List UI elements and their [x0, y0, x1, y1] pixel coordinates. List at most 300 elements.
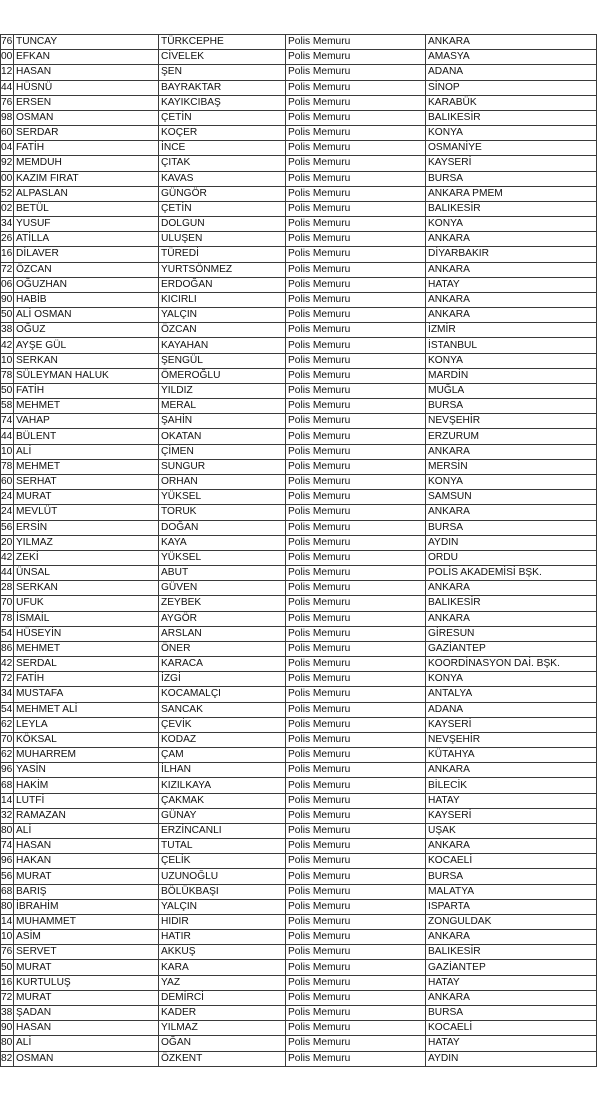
last-name-cell: ÇİMEN [159, 444, 286, 459]
city-cell: KAYSERİ [426, 156, 597, 171]
table-row [1, 869, 597, 884]
city-cell: GİRESUN [426, 626, 597, 641]
row-number-cell: 72 [1, 262, 14, 277]
first-name-cell: MEHMET [14, 641, 159, 656]
city-cell: NEVŞEHİR [426, 414, 597, 429]
table-row [1, 201, 597, 216]
last-name-cell: ÇITAK [159, 156, 286, 171]
city-cell: ANKARA [426, 35, 597, 50]
row-number-cell: 78 [1, 611, 14, 626]
city-cell: KONYA [426, 474, 597, 489]
table-row [1, 990, 597, 1005]
table-row [1, 1036, 597, 1051]
last-name-cell: ŞENGÜL [159, 353, 286, 368]
last-name-cell: KAYIKCIBAŞ [159, 95, 286, 110]
last-name-cell: ARSLAN [159, 626, 286, 641]
job-title-cell: Polis Memuru [286, 550, 426, 565]
last-name-cell: ÇETİN [159, 110, 286, 125]
row-number-cell: 80 [1, 1036, 14, 1051]
first-name-cell: RAMAZAN [14, 808, 159, 823]
job-title-cell: Polis Memuru [286, 1051, 426, 1066]
job-title-cell: Polis Memuru [286, 353, 426, 368]
job-title-cell: Polis Memuru [286, 156, 426, 171]
last-name-cell: TÜREDİ [159, 247, 286, 262]
job-title-cell: Polis Memuru [286, 702, 426, 717]
last-name-cell: YILDIZ [159, 383, 286, 398]
first-name-cell: MEHMET [14, 399, 159, 414]
job-title-cell: Polis Memuru [286, 566, 426, 581]
row-number-cell: 60 [1, 474, 14, 489]
row-number-cell: 42 [1, 657, 14, 672]
first-name-cell: DİLAVER [14, 247, 159, 262]
first-name-cell: SERDAR [14, 126, 159, 141]
first-name-cell: MUHARREM [14, 748, 159, 763]
row-number-cell: 16 [1, 975, 14, 990]
city-cell: KONYA [426, 353, 597, 368]
first-name-cell: FATİH [14, 672, 159, 687]
job-title-cell: Polis Memuru [286, 505, 426, 520]
job-title-cell: Polis Memuru [286, 490, 426, 505]
last-name-cell: YILMAZ [159, 1021, 286, 1036]
city-cell: KONYA [426, 672, 597, 687]
first-name-cell: YILMAZ [14, 535, 159, 550]
row-number-cell: 38 [1, 323, 14, 338]
row-number-cell: 74 [1, 839, 14, 854]
job-title-cell: Polis Memuru [286, 808, 426, 823]
job-title-cell: Polis Memuru [286, 323, 426, 338]
table-row [1, 353, 597, 368]
last-name-cell: KIZILKAYA [159, 778, 286, 793]
last-name-cell: ÇELİK [159, 854, 286, 869]
table-row [1, 930, 597, 945]
last-name-cell: DEMİRCİ [159, 990, 286, 1005]
job-title-cell: Polis Memuru [286, 823, 426, 838]
job-title-cell: Polis Memuru [286, 930, 426, 945]
last-name-cell: ORHAN [159, 474, 286, 489]
table-row [1, 505, 597, 520]
row-number-cell: 38 [1, 1006, 14, 1021]
last-name-cell: ÇETİN [159, 201, 286, 216]
first-name-cell: ÜNSAL [14, 566, 159, 581]
row-number-cell: 72 [1, 990, 14, 1005]
row-number-cell: 98 [1, 110, 14, 125]
job-title-cell: Polis Memuru [286, 338, 426, 353]
first-name-cell: KÖKSAL [14, 732, 159, 747]
last-name-cell: GÜNGÖR [159, 186, 286, 201]
first-name-cell: MEHMET [14, 459, 159, 474]
table-row [1, 110, 597, 125]
table-row [1, 262, 597, 277]
table-row [1, 566, 597, 581]
job-title-cell: Polis Memuru [286, 126, 426, 141]
row-number-cell: 06 [1, 277, 14, 292]
job-title-cell: Polis Memuru [286, 778, 426, 793]
last-name-cell: KAYA [159, 535, 286, 550]
row-number-cell: 86 [1, 641, 14, 656]
job-title-cell: Polis Memuru [286, 368, 426, 383]
city-cell: HATAY [426, 975, 597, 990]
last-name-cell: MERAL [159, 399, 286, 414]
table-row [1, 383, 597, 398]
row-number-cell: 02 [1, 201, 14, 216]
job-title-cell: Polis Memuru [286, 474, 426, 489]
last-name-cell: ÖZKENT [159, 1051, 286, 1066]
city-cell: KAYSERİ [426, 717, 597, 732]
job-title-cell: Polis Memuru [286, 217, 426, 232]
city-cell: KOCAELİ [426, 854, 597, 869]
city-cell: İZMİR [426, 323, 597, 338]
last-name-cell: YÜKSEL [159, 490, 286, 505]
table-row [1, 535, 597, 550]
first-name-cell: HASAN [14, 839, 159, 854]
job-title-cell: Polis Memuru [286, 292, 426, 307]
job-title-cell: Polis Memuru [286, 914, 426, 929]
table-row [1, 414, 597, 429]
last-name-cell: DOĞAN [159, 520, 286, 535]
last-name-cell: KARA [159, 960, 286, 975]
row-number-cell: 50 [1, 383, 14, 398]
first-name-cell: SERVET [14, 945, 159, 960]
city-cell: ANKARA [426, 505, 597, 520]
row-number-cell: 74 [1, 414, 14, 429]
first-name-cell: ATİLLA [14, 232, 159, 247]
job-title-cell: Polis Memuru [286, 247, 426, 262]
row-number-cell: 90 [1, 1021, 14, 1036]
row-number-cell: 44 [1, 80, 14, 95]
row-number-cell: 76 [1, 95, 14, 110]
row-number-cell: 70 [1, 596, 14, 611]
job-title-cell: Polis Memuru [286, 990, 426, 1005]
first-name-cell: EFKAN [14, 50, 159, 65]
row-number-cell: 80 [1, 823, 14, 838]
first-name-cell: İBRAHİM [14, 899, 159, 914]
job-title-cell: Polis Memuru [286, 232, 426, 247]
job-title-cell: Polis Memuru [286, 277, 426, 292]
last-name-cell: OĞAN [159, 1036, 286, 1051]
row-number-cell: 62 [1, 717, 14, 732]
first-name-cell: MEMDUH [14, 156, 159, 171]
city-cell: BALIKESİR [426, 110, 597, 125]
row-number-cell: 04 [1, 141, 14, 156]
city-cell: AYDIN [426, 535, 597, 550]
row-number-cell: 24 [1, 490, 14, 505]
job-title-cell: Polis Memuru [286, 1036, 426, 1051]
city-cell: ANKARA [426, 232, 597, 247]
last-name-cell: İLHAN [159, 763, 286, 778]
table-row [1, 884, 597, 899]
table-row [1, 687, 597, 702]
last-name-cell: ERDOĞAN [159, 277, 286, 292]
job-title-cell: Polis Memuru [286, 399, 426, 414]
row-number-cell: 10 [1, 930, 14, 945]
last-name-cell: YALÇIN [159, 899, 286, 914]
row-number-cell: 20 [1, 535, 14, 550]
job-title-cell: Polis Memuru [286, 626, 426, 641]
row-number-cell: 00 [1, 171, 14, 186]
last-name-cell: KICIRLI [159, 292, 286, 307]
city-cell: GAZİANTEP [426, 960, 597, 975]
city-cell: ORDU [426, 550, 597, 565]
row-number-cell: 32 [1, 808, 14, 823]
first-name-cell: ALİ [14, 823, 159, 838]
table-row [1, 474, 597, 489]
table-row [1, 247, 597, 262]
city-cell: NEVŞEHİR [426, 732, 597, 747]
job-title-cell: Polis Memuru [286, 960, 426, 975]
table-row [1, 141, 597, 156]
table-row [1, 292, 597, 307]
last-name-cell: UZUNOĞLU [159, 869, 286, 884]
job-title-cell: Polis Memuru [286, 308, 426, 323]
last-name-cell: KARACA [159, 657, 286, 672]
job-title-cell: Polis Memuru [286, 95, 426, 110]
city-cell: ANKARA [426, 444, 597, 459]
last-name-cell: ÖZCAN [159, 323, 286, 338]
first-name-cell: LEYLA [14, 717, 159, 732]
table-row [1, 459, 597, 474]
first-name-cell: AYŞE GÜL [14, 338, 159, 353]
job-title-cell: Polis Memuru [286, 869, 426, 884]
table-row [1, 672, 597, 687]
table-row [1, 323, 597, 338]
row-number-cell: 10 [1, 353, 14, 368]
job-title-cell: Polis Memuru [286, 1006, 426, 1021]
table-row [1, 914, 597, 929]
table-row [1, 80, 597, 95]
job-title-cell: Polis Memuru [286, 50, 426, 65]
last-name-cell: TUTAL [159, 839, 286, 854]
last-name-cell: TÜRKCEPHE [159, 35, 286, 50]
job-title-cell: Polis Memuru [286, 171, 426, 186]
city-cell: UŞAK [426, 823, 597, 838]
last-name-cell: OKATAN [159, 429, 286, 444]
city-cell: KÜTAHYA [426, 748, 597, 763]
job-title-cell: Polis Memuru [286, 596, 426, 611]
table-row [1, 626, 597, 641]
first-name-cell: VAHAP [14, 414, 159, 429]
personnel-table [0, 34, 597, 1067]
last-name-cell: BÖLÜKBAŞI [159, 884, 286, 899]
last-name-cell: AYGÖR [159, 611, 286, 626]
row-number-cell: 82 [1, 1051, 14, 1066]
city-cell: MALATYA [426, 884, 597, 899]
last-name-cell: KODAZ [159, 732, 286, 747]
row-number-cell: 58 [1, 399, 14, 414]
first-name-cell: HASAN [14, 65, 159, 80]
first-name-cell: HAKİM [14, 778, 159, 793]
row-number-cell: 96 [1, 854, 14, 869]
row-number-cell: 60 [1, 126, 14, 141]
job-title-cell: Polis Memuru [286, 793, 426, 808]
city-cell: SAMSUN [426, 490, 597, 505]
table-row [1, 823, 597, 838]
row-number-cell: 92 [1, 156, 14, 171]
table-row [1, 444, 597, 459]
row-number-cell: 52 [1, 186, 14, 201]
table-row [1, 732, 597, 747]
first-name-cell: BARIŞ [14, 884, 159, 899]
city-cell: ANKARA [426, 930, 597, 945]
row-number-cell: 44 [1, 566, 14, 581]
row-number-cell: 16 [1, 247, 14, 262]
job-title-cell: Polis Memuru [286, 717, 426, 732]
row-number-cell: 50 [1, 308, 14, 323]
row-number-cell: 50 [1, 960, 14, 975]
job-title-cell: Polis Memuru [286, 535, 426, 550]
last-name-cell: AKKUŞ [159, 945, 286, 960]
row-number-cell: 68 [1, 778, 14, 793]
job-title-cell: Polis Memuru [286, 201, 426, 216]
job-title-cell: Polis Memuru [286, 35, 426, 50]
first-name-cell: UFUK [14, 596, 159, 611]
job-title-cell: Polis Memuru [286, 581, 426, 596]
row-number-cell: 12 [1, 65, 14, 80]
first-name-cell: SERKAN [14, 581, 159, 596]
city-cell: MUĞLA [426, 383, 597, 398]
first-name-cell: ALİ [14, 1036, 159, 1051]
last-name-cell: KAVAS [159, 171, 286, 186]
table-row [1, 1006, 597, 1021]
job-title-cell: Polis Memuru [286, 732, 426, 747]
row-number-cell: 44 [1, 429, 14, 444]
table-row [1, 156, 597, 171]
city-cell: BURSA [426, 1006, 597, 1021]
job-title-cell: Polis Memuru [286, 884, 426, 899]
first-name-cell: MURAT [14, 869, 159, 884]
city-cell: ANKARA [426, 292, 597, 307]
city-cell: ANKARA [426, 308, 597, 323]
city-cell: HATAY [426, 1036, 597, 1051]
city-cell: POLİS AKADEMİSİ BŞK. [426, 566, 597, 581]
row-number-cell: 24 [1, 505, 14, 520]
row-number-cell: 10 [1, 444, 14, 459]
city-cell: SİNOP [426, 80, 597, 95]
job-title-cell: Polis Memuru [286, 945, 426, 960]
row-number-cell: 96 [1, 763, 14, 778]
table-row [1, 1021, 597, 1036]
city-cell: BALIKESİR [426, 596, 597, 611]
city-cell: BİLECİK [426, 778, 597, 793]
table-row [1, 596, 597, 611]
table-row [1, 186, 597, 201]
last-name-cell: ŞEN [159, 65, 286, 80]
last-name-cell: ÇAM [159, 748, 286, 763]
last-name-cell: SUNGUR [159, 459, 286, 474]
city-cell: ANKARA [426, 839, 597, 854]
last-name-cell: KOÇER [159, 126, 286, 141]
first-name-cell: ZEKİ [14, 550, 159, 565]
job-title-cell: Polis Memuru [286, 763, 426, 778]
last-name-cell: ABUT [159, 566, 286, 581]
first-name-cell: MUSTAFA [14, 687, 159, 702]
job-title-cell: Polis Memuru [286, 854, 426, 869]
last-name-cell: GÜVEN [159, 581, 286, 596]
job-title-cell: Polis Memuru [286, 65, 426, 80]
city-cell: HATAY [426, 277, 597, 292]
city-cell: BURSA [426, 520, 597, 535]
job-title-cell: Polis Memuru [286, 262, 426, 277]
city-cell: ERZURUM [426, 429, 597, 444]
table-row [1, 702, 597, 717]
city-cell: ANKARA [426, 763, 597, 778]
first-name-cell: MEHMET ALİ [14, 702, 159, 717]
job-title-cell: Polis Memuru [286, 748, 426, 763]
job-title-cell: Polis Memuru [286, 1021, 426, 1036]
first-name-cell: HASAN [14, 1021, 159, 1036]
last-name-cell: ÇAKMAK [159, 793, 286, 808]
first-name-cell: MEVLÜT [14, 505, 159, 520]
row-number-cell: 56 [1, 869, 14, 884]
last-name-cell: ULUŞEN [159, 232, 286, 247]
city-cell: AYDIN [426, 1051, 597, 1066]
job-title-cell: Polis Memuru [286, 641, 426, 656]
city-cell: ANKARA PMEM [426, 186, 597, 201]
last-name-cell: CİVELEK [159, 50, 286, 65]
table-row [1, 748, 597, 763]
job-title-cell: Polis Memuru [286, 414, 426, 429]
table-row [1, 975, 597, 990]
last-name-cell: YAZ [159, 975, 286, 990]
table-row [1, 429, 597, 444]
first-name-cell: TUNCAY [14, 35, 159, 50]
table-row [1, 126, 597, 141]
last-name-cell: YURTSÖNMEZ [159, 262, 286, 277]
table-row [1, 35, 597, 50]
last-name-cell: ÖMEROĞLU [159, 368, 286, 383]
last-name-cell: YÜKSEL [159, 550, 286, 565]
first-name-cell: ÖZCAN [14, 262, 159, 277]
last-name-cell: TORUK [159, 505, 286, 520]
job-title-cell: Polis Memuru [286, 611, 426, 626]
table-row [1, 520, 597, 535]
table-row [1, 839, 597, 854]
city-cell: OSMANİYE [426, 141, 597, 156]
first-name-cell: İSMAİL [14, 611, 159, 626]
first-name-cell: HÜSNÜ [14, 80, 159, 95]
city-cell: ANKARA [426, 581, 597, 596]
row-number-cell: 14 [1, 914, 14, 929]
city-cell: ANTALYA [426, 687, 597, 702]
row-number-cell: 72 [1, 672, 14, 687]
table-row [1, 899, 597, 914]
first-name-cell: ASİM [14, 930, 159, 945]
last-name-cell: YALÇIN [159, 308, 286, 323]
row-number-cell: 26 [1, 232, 14, 247]
job-title-cell: Polis Memuru [286, 975, 426, 990]
row-number-cell: 78 [1, 459, 14, 474]
job-title-cell: Polis Memuru [286, 899, 426, 914]
first-name-cell: HABİB [14, 292, 159, 307]
first-name-cell: SERHAT [14, 474, 159, 489]
row-number-cell: 34 [1, 217, 14, 232]
row-number-cell: 54 [1, 626, 14, 641]
first-name-cell: MUHAMMET [14, 914, 159, 929]
city-cell: MERSİN [426, 459, 597, 474]
first-name-cell: OĞUZ [14, 323, 159, 338]
city-cell: AMASYA [426, 50, 597, 65]
city-cell: DİYARBAKIR [426, 247, 597, 262]
row-number-cell: 78 [1, 368, 14, 383]
table-row [1, 277, 597, 292]
city-cell: BALIKESİR [426, 201, 597, 216]
first-name-cell: HÜSEYİN [14, 626, 159, 641]
last-name-cell: İZGİ [159, 672, 286, 687]
row-number-cell: 76 [1, 35, 14, 50]
city-cell: KOCAELİ [426, 1021, 597, 1036]
last-name-cell: KAYAHAN [159, 338, 286, 353]
table-row [1, 960, 597, 975]
job-title-cell: Polis Memuru [286, 80, 426, 95]
